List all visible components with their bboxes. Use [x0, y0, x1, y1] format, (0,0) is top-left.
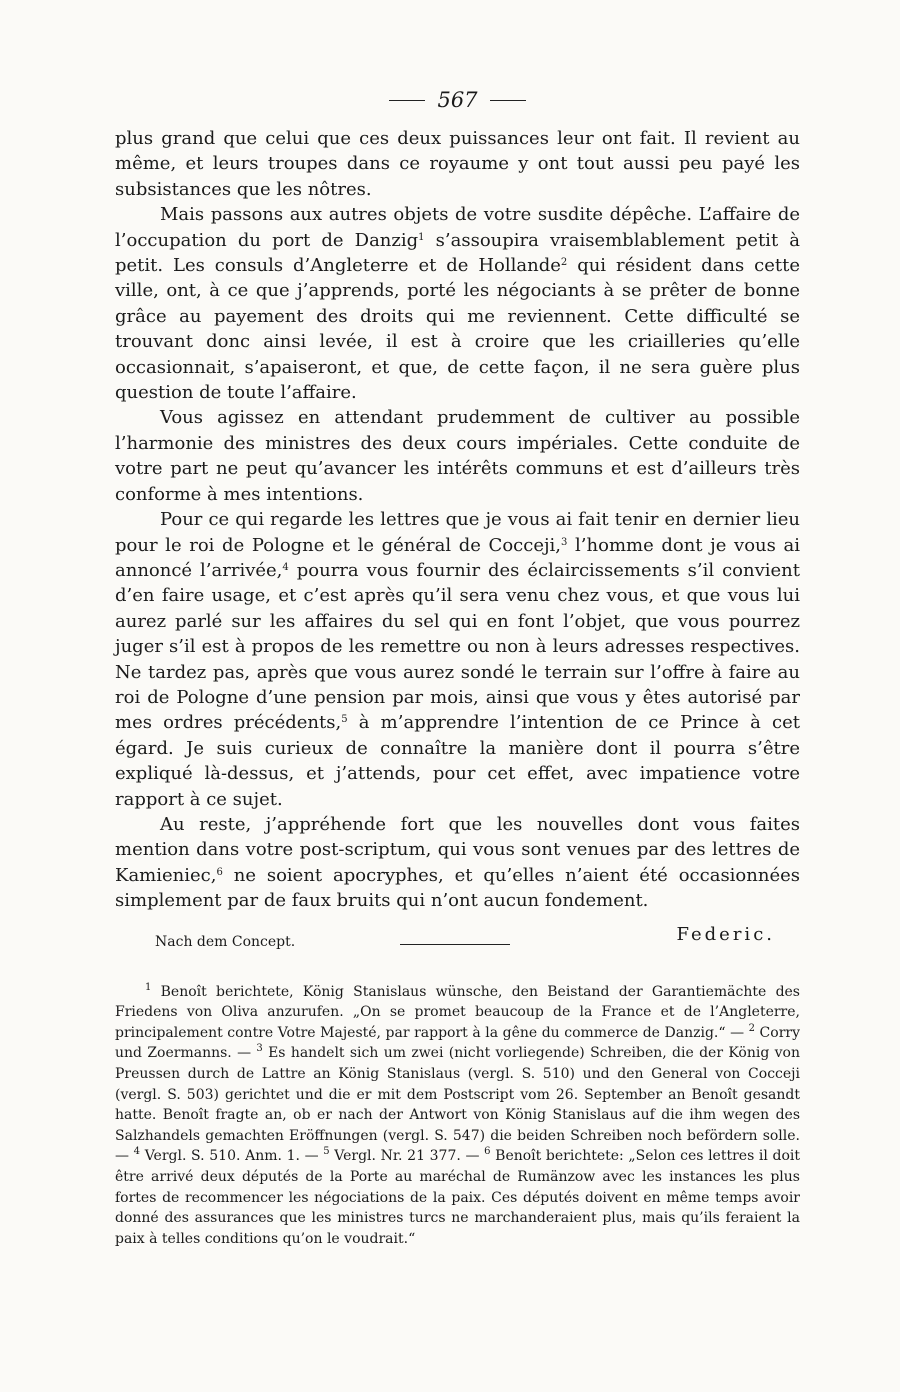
header-rule-left: [389, 100, 425, 101]
footnote-footnote-marker: 1: [145, 981, 152, 993]
paragraph-text-run: à m’apprendre l’intention de ce Prince à cet égard. Je suis curieux de connaître la manière dont il pourra s’être expliqué là-dessus, et j’attends, pour cet effet, avec impatience votre rapport à ce sujet.: [115, 712, 800, 810]
signature: Federic.: [676, 923, 775, 945]
page-number: 567: [437, 88, 478, 112]
paragraph-footnote-marker: 5: [341, 714, 348, 726]
footnote-footnote-marker: 2: [748, 1022, 755, 1034]
paragraph-text-run: qui résident dans cette ville, ont, à ce que j’apprends, porté les négociants à se prêter de bonne grâce au payement des droits qui me reviennent. Cette difficulté se trouvant donc ainsi levée, il est à croire que les criailleries qu’elle occasionnait, s’apaiseront, et que, de cette façon, il ne sera guère plus question de toute l’affaire.: [115, 255, 800, 404]
footnote-text-run: Benoît berichtete, König Stanislaus wünsche, den Beistand der Garantiemächte des Friedens von Oliva anzurufen. „On se promet beaucoup de la France et de l’Angleterre, principalement contre Votre Majesté, par rapport à la gêne du commerce de Danzig.“ —: [115, 983, 800, 1041]
page-header: [115, 78, 800, 122]
paragraph-text-run: Pour ce qui regarde les lettres que je vous ai fait tenir en dernier lieu pour le roi de Pologne et le général de Cocceji,: [115, 509, 800, 556]
document-page: [115, 78, 800, 1249]
footnote-text-run: Es handelt sich um zwei (nicht vorliegende) Schreiben, die der König von Preussen durch de Lattre an König Stanislaus (vergl. S. 510) und den General von Cocceji (vergl. S. 503) gerichtet und die er mit dem Postscript vom 26. September an Benoît gesandt hatte. Benoît fragte an, ob er nach der Antwort von König Stanislaus auf die ihm wegen des Salzhandels gemachten Eröffnungen (vergl. S. 547) die beiden Schreiben noch befördern solle. —: [115, 1045, 800, 1165]
footnote-text-run: Corry und Zoermanns. —: [115, 1024, 800, 1062]
paragraph: [115, 405, 800, 507]
paragraph-text-run: plus grand que celui que ces deux puissances leur ont fait. Il revient au même, et leurs troupes dans ce royaume y ont tout aussi peu payé les subsistances que les nôtres.: [115, 128, 800, 200]
source-note: Nach dem Concept.: [155, 933, 296, 950]
footnotes: [115, 982, 800, 1250]
paragraph-text-run: l’homme dont je vous ai annoncé l’arrivée,: [115, 534, 800, 581]
paragraph-footnote-marker: 4: [282, 561, 289, 573]
paragraph-footnote-marker: 3: [561, 536, 568, 548]
paragraph-text-run: Vous agissez en attendant prudemment de cultiver au possible l’harmonie des ministres des deux cours impériales. Cette conduite de votre part ne peut qu’avancer les intérêts communs et est d’ailleurs très conforme à mes intentions.: [115, 407, 800, 505]
paragraph: [115, 126, 800, 202]
paragraph-footnote-marker: 1: [418, 231, 425, 243]
footnote-footnote-marker: 4: [133, 1146, 141, 1158]
paragraph: [115, 812, 800, 914]
footnote-block: [115, 982, 800, 1250]
footnote-text-run: Vergl. S. 510. Anm. 1. —: [140, 1148, 324, 1165]
footnote-text-run: Benoît berichtete: „Selon ces lettres il doit être arrivé deux députés de la Porte au maréchal de Rumänzow avec les instances les plus fortes de recommencer les négociations de la paix. Ces députés doivent en même temps avoir donné des assurances que les ministres turcs ne marchanderaient plus, mais qu’ils feraient la paix à telles conditions qu’on le voudrait.“: [115, 1148, 801, 1247]
closing-row: [115, 924, 800, 954]
footnote-text-run: Vergl. Nr. 21 377. —: [329, 1148, 485, 1165]
paragraph-footnote-marker: 2: [560, 257, 568, 269]
closing-rule: [400, 944, 510, 945]
footnote-footnote-marker: 6: [484, 1146, 491, 1158]
paragraph-text-run: pourra vous fournir des éclaircissements s’il convient d’en faire usage, et c’est après qu’il sera venu chez vous, et que vous lui aurez parlé sur les affaires du sel qui en font l’objet, que vous pourrez juger s’il est à propos de les remettre ou non à leurs adresses respectives. Ne tardez pas, après que vous aurez sondé le terrain sur l’offre à faire au roi de Pologne d’une pension par mois, ainsi que vous y êtes autorisé par mes ordres précédents,: [115, 559, 800, 734]
paragraph-footnote-marker: 6: [216, 866, 223, 878]
footnote-footnote-marker: 5: [323, 1146, 330, 1158]
paragraph-text-run: Mais passons aux autres objets de votre susdite dépêche. L’affaire de l’occupation du port de Danzig: [115, 204, 800, 251]
paragraph: [115, 507, 800, 812]
paragraph-text-run: Au reste, j’appréhende fort que les nouvelles dont vous faites mention dans votre post-scriptum, qui vous sont venues par des lettres de Kamieniec,: [115, 813, 800, 886]
paragraph-text-run: ne soient apocryphes, et qu’elles n’aient été occasionnées simplement par de faux bruits qui n’ont aucun fondement.: [115, 864, 800, 912]
paragraph: [115, 202, 800, 405]
footnote-footnote-marker: 3: [256, 1043, 263, 1055]
header-rule-right: [490, 100, 526, 101]
paragraph-text-run: s’assoupira vraisemblablement petit à petit. Les consuls d’Angleterre et de Hollande: [115, 229, 801, 277]
letter-body: [115, 126, 800, 914]
